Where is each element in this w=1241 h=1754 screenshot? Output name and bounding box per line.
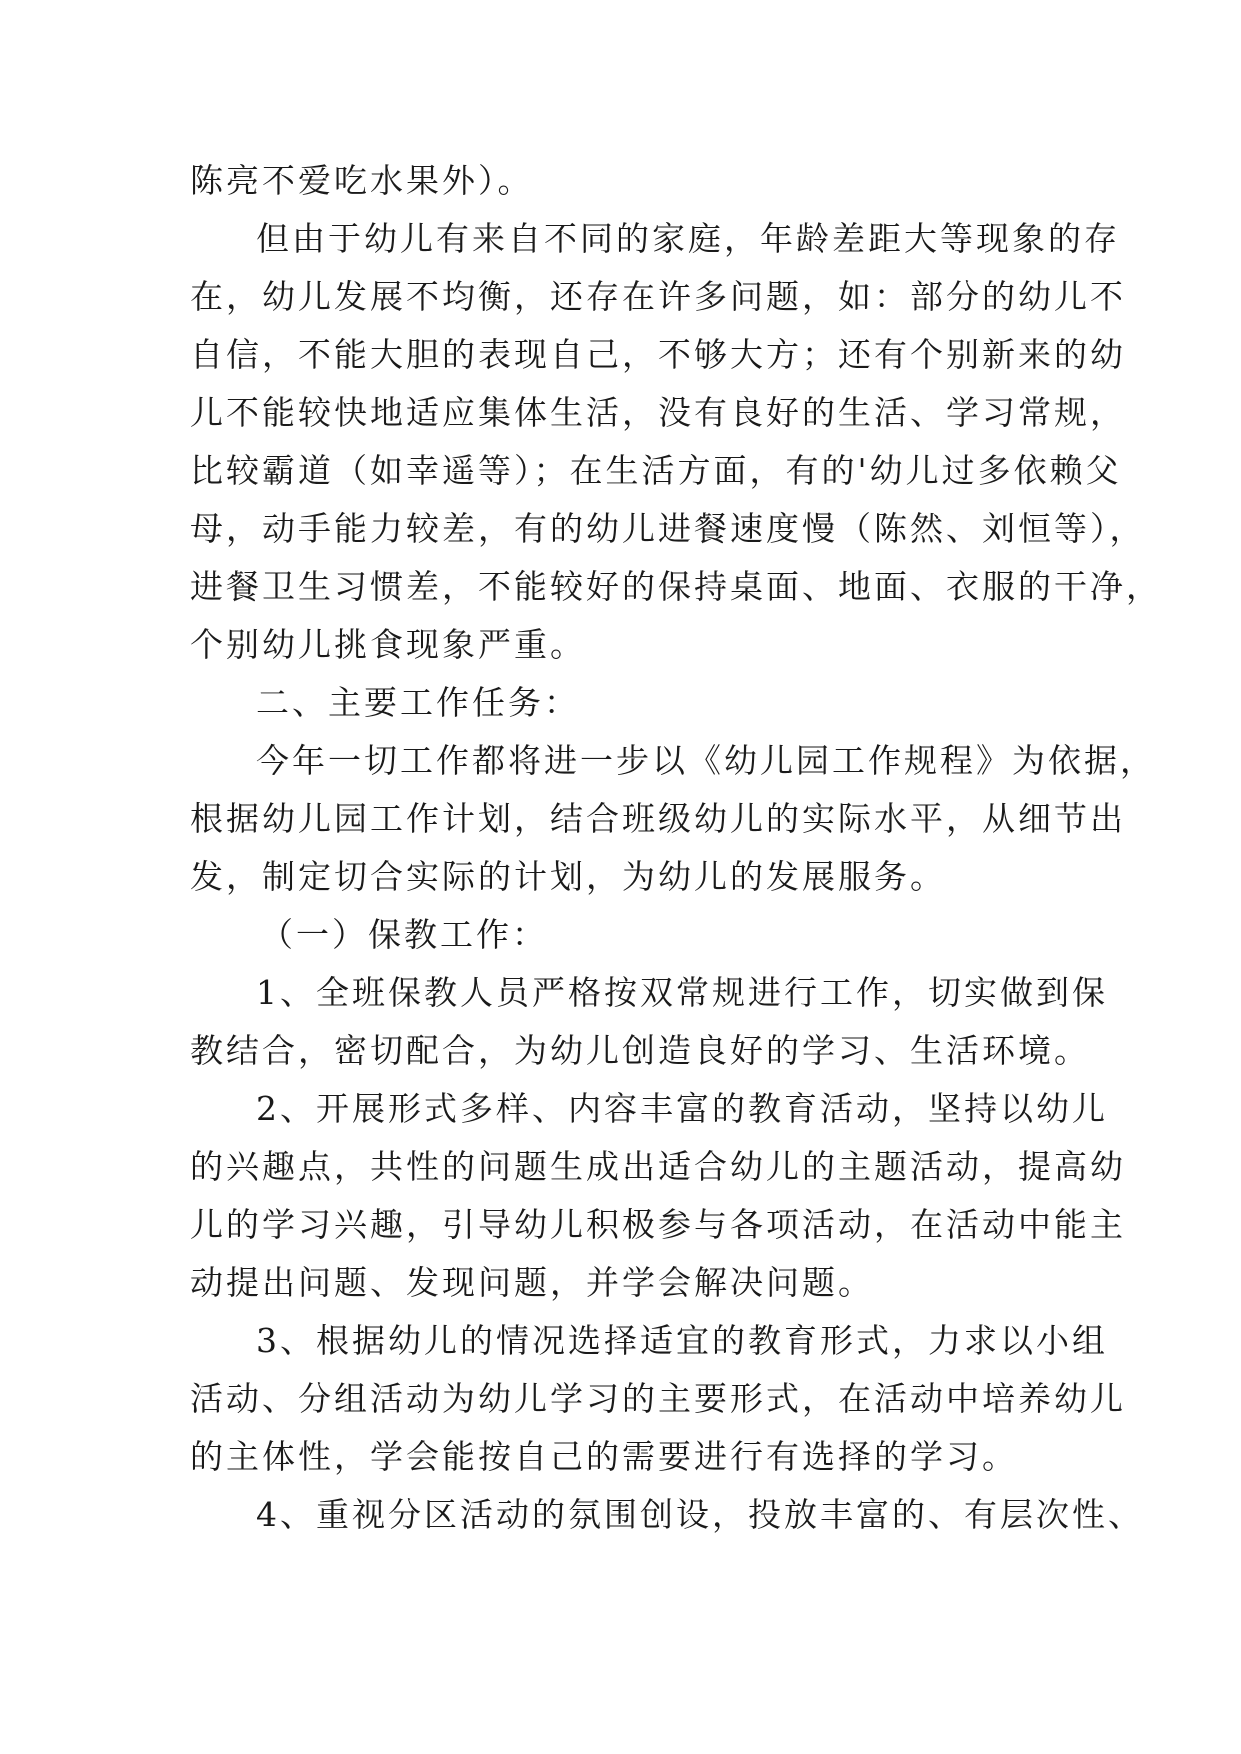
text-line: 动提出问题、发现问题，并学会解决问题。 bbox=[190, 1263, 874, 1302]
text-line: 进餐卫生习惯差，不能较好的保持桌面、地面、衣服的干净， bbox=[190, 567, 1162, 606]
text-line: 在，幼儿发展不均衡，还存在许多问题，如：部分的幼儿不 bbox=[190, 277, 1126, 316]
text-line: 个别幼儿挑食现象严重。 bbox=[190, 625, 586, 664]
body-text bbox=[190, 152, 1162, 1544]
text-line: 的兴趣点，共性的问题生成出适合幼儿的主题活动，提高幼 bbox=[190, 1147, 1126, 1186]
list-item-start-line: 3、根据幼儿的情况选择适宜的教育形式，力求以小组 bbox=[256, 1321, 1108, 1360]
list-item-start-line: 1、全班保教人员严格按双常规进行工作，切实做到保 bbox=[256, 973, 1108, 1012]
paragraph-start-line: 但由于幼儿有来自不同的家庭，年龄差距大等现象的存 bbox=[256, 219, 1120, 258]
text-line: 活动、分组活动为幼儿学习的主要形式，在活动中培养幼儿 bbox=[190, 1379, 1126, 1418]
text-line: 自信，不能大胆的表现自己，不够大方；还有个别新来的幼 bbox=[190, 335, 1126, 374]
text-line: 儿不能较快地适应集体生活，没有良好的生活、学习常规， bbox=[190, 393, 1126, 432]
text-line: 根据幼儿园工作计划，结合班级幼儿的实际水平，从细节出 bbox=[190, 799, 1126, 838]
text-line: 教结合，密切配合，为幼儿创造良好的学习、生活环境。 bbox=[190, 1031, 1090, 1070]
text-line: 发，制定切合实际的计划，为幼儿的发展服务。 bbox=[190, 857, 946, 896]
list-item-start-line: 2、开展形式多样、内容丰富的教育活动，坚持以幼儿 bbox=[256, 1089, 1108, 1128]
text-line: 陈亮不爱吃水果外）。 bbox=[190, 161, 534, 200]
paragraph-start-line: 今年一切工作都将进一步以《幼儿园工作规程》为依据， bbox=[256, 741, 1156, 780]
text-line: 比较霸道（如幸遥等）；在生活方面，有的'幼儿过多依赖父 bbox=[190, 451, 1122, 490]
text-line: 的主体性，学会能按自己的需要进行有选择的学习。 bbox=[190, 1437, 1018, 1476]
text-line: 母，动手能力较差，有的幼儿进餐速度慢（陈然、刘恒等）， bbox=[190, 509, 1146, 548]
subsection-heading: （一）保教工作： bbox=[260, 915, 548, 954]
section-heading: 二、主要工作任务： bbox=[256, 683, 580, 722]
text-line: 儿的学习兴趣，引导幼儿积极参与各项活动，在活动中能主 bbox=[190, 1205, 1126, 1244]
list-item-start-line: 4、重视分区活动的氛围创设，投放丰富的、有层次性、 bbox=[256, 1495, 1144, 1534]
